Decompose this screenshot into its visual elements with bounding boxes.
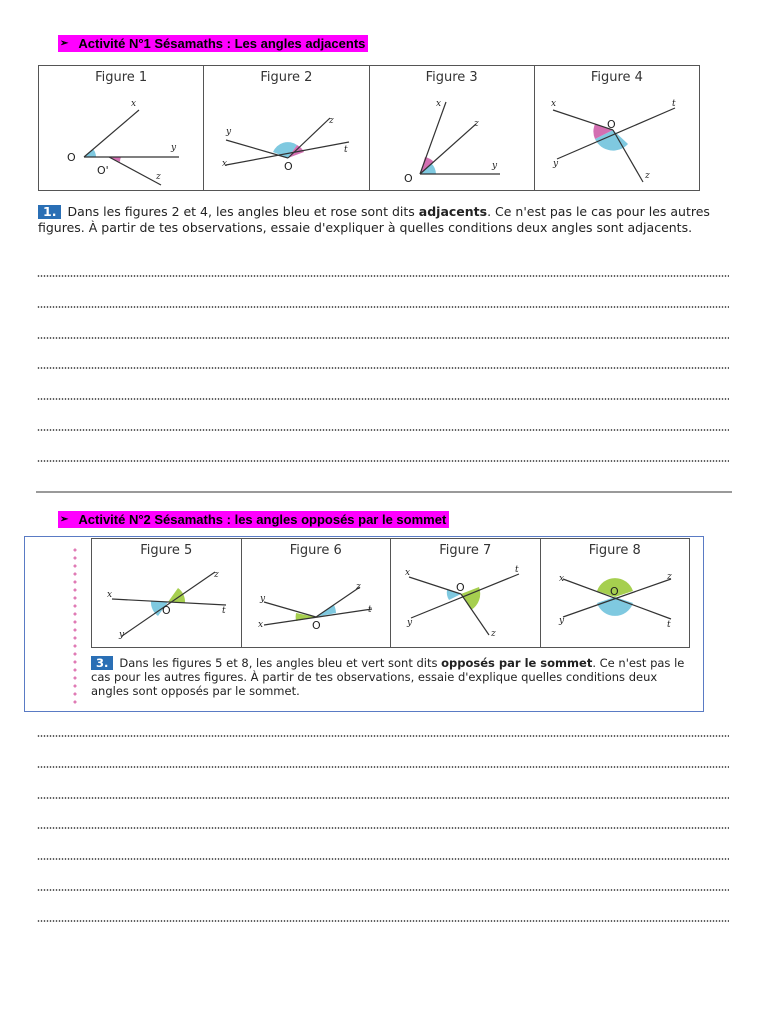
ray-x-label: x [558,574,564,584]
ray-y-label: y [491,161,497,171]
activity-2-title: Activité N°2 Sésamaths : les angles opposés par le sommet [78,512,447,527]
ray-y-label: y [259,594,265,604]
answer-line[interactable] [37,889,729,891]
figure-3-drawing [370,66,535,192]
answer-line[interactable] [37,398,729,400]
answer-line[interactable] [37,766,729,768]
question-1-number: 1. [38,205,61,219]
point-O-label: O [609,585,619,598]
figure-8-title: Figure 8 [588,543,641,558]
answer-line[interactable] [37,920,729,922]
question-1-keyword: adjacents [418,204,488,219]
ray-z-label: z [666,572,672,582]
ray-z-label: z [329,116,334,126]
figure-4-drawing [535,66,700,192]
figure-3-title: Figure 3 [425,70,478,85]
ray-z-label: z [156,172,161,182]
figure-8-drawing [541,539,691,649]
ray-t-label: t [222,606,226,616]
figure-1-title: Figure 1 [95,70,148,85]
question-1-text-start: Dans les figures 2 et 4, les angles bleu et rose sont dits [67,204,419,219]
figure-1-drawing [39,66,204,192]
answer-line[interactable] [37,367,729,369]
ray-y-label: y [119,630,125,640]
ray-x-label: x [222,159,228,169]
figure-2 [204,66,369,190]
ray-z-label: z [214,570,219,580]
question-3-keyword: opposés par le sommet [441,656,593,670]
arrow-bullet-icon: ➢ [60,38,69,49]
answer-line[interactable] [37,337,729,339]
figure-7 [391,539,541,647]
question-3-text-start: Dans les figures 5 et 8, les angles bleu et vert sont dits [119,656,442,670]
figure-4-title: Figure 4 [590,70,643,85]
blue-angle [597,597,633,616]
figure-6-title: Figure 6 [289,543,342,558]
question-1-text-end: . Ce n'est pas le cas pour les autres figures. À partir de tes observations, essaie d'expliquer à quelles conditions deux angles sont adjacents. [38,204,710,235]
figure-8 [541,539,690,647]
decorative-margin-dots [73,546,77,706]
ray-x-label: x [405,568,411,578]
figure-6-drawing [242,539,392,649]
ray-x-label: x [107,590,113,600]
figure-2-drawing [204,66,369,192]
arrow-bullet-icon: ➢ [60,514,69,525]
point-O-label: O [162,604,171,617]
answer-line[interactable] [37,275,729,277]
figure-7-drawing [391,539,541,649]
figure-7-title: Figure 7 [439,543,492,558]
ray-t-label: t [666,620,671,630]
ray-z-label: z [491,629,496,639]
ray-x-label: x [257,620,263,630]
ray-x-label: x [550,99,556,109]
figure-2-title: Figure 2 [260,70,313,85]
point-O-label: O [311,619,321,632]
figure-5-drawing [92,539,242,649]
answer-line[interactable] [37,797,729,799]
ray-y-label: y [226,127,232,137]
answer-line[interactable] [37,858,729,860]
ray-x-label: x [131,99,137,109]
ray-x-label: x [435,99,441,109]
answer-line[interactable] [37,306,729,308]
question-3-number: 3. [91,656,113,670]
figures-row-1 [38,65,700,191]
point-O-label: O [403,172,413,185]
figure-3 [370,66,535,190]
ray-y-label: y [171,143,177,153]
ray-z-label: z [473,119,479,129]
ray-y-label: y [552,159,558,169]
point-O-label: O [606,118,616,131]
point-O-label: O [284,160,293,173]
figure-5 [92,539,242,647]
section-divider [36,491,732,493]
ray-z-label: z [644,171,650,181]
ray-y-label: y [407,618,413,628]
figures-row-2 [91,538,690,648]
figure-5-title: Figure 5 [140,543,193,558]
figure-1 [39,66,204,190]
answer-line[interactable] [37,460,729,462]
question-3-text-end: . Ce n'est pas le cas pour les autres figures. À partir de tes observations, essaie d'explique quelles conditions deux angles sont opposés par le sommet. [91,656,685,698]
point-O-prime-label: O' [97,164,109,177]
ray-t-label: t [515,565,519,575]
ray-z-label: z [355,582,361,592]
ray-t-label: t [344,145,348,155]
ray-t-label: t [367,605,372,615]
answer-line[interactable] [37,429,729,431]
figure-4 [535,66,699,190]
point-O-label: O [456,581,465,594]
question-3 [91,656,696,698]
answer-line[interactable] [37,827,729,829]
activity-1-heading [58,35,368,52]
activity-2-heading [58,511,449,528]
ray-t-label: t [671,99,676,109]
green-angle [168,588,185,603]
activity-1-title: Activité N°1 Sésamaths : Les angles adjacents [78,36,366,51]
question-1 [38,204,728,236]
figure-6 [242,539,392,647]
point-O-label: O [67,151,76,164]
answer-line[interactable] [37,735,729,737]
ray-y-label: y [558,616,564,626]
